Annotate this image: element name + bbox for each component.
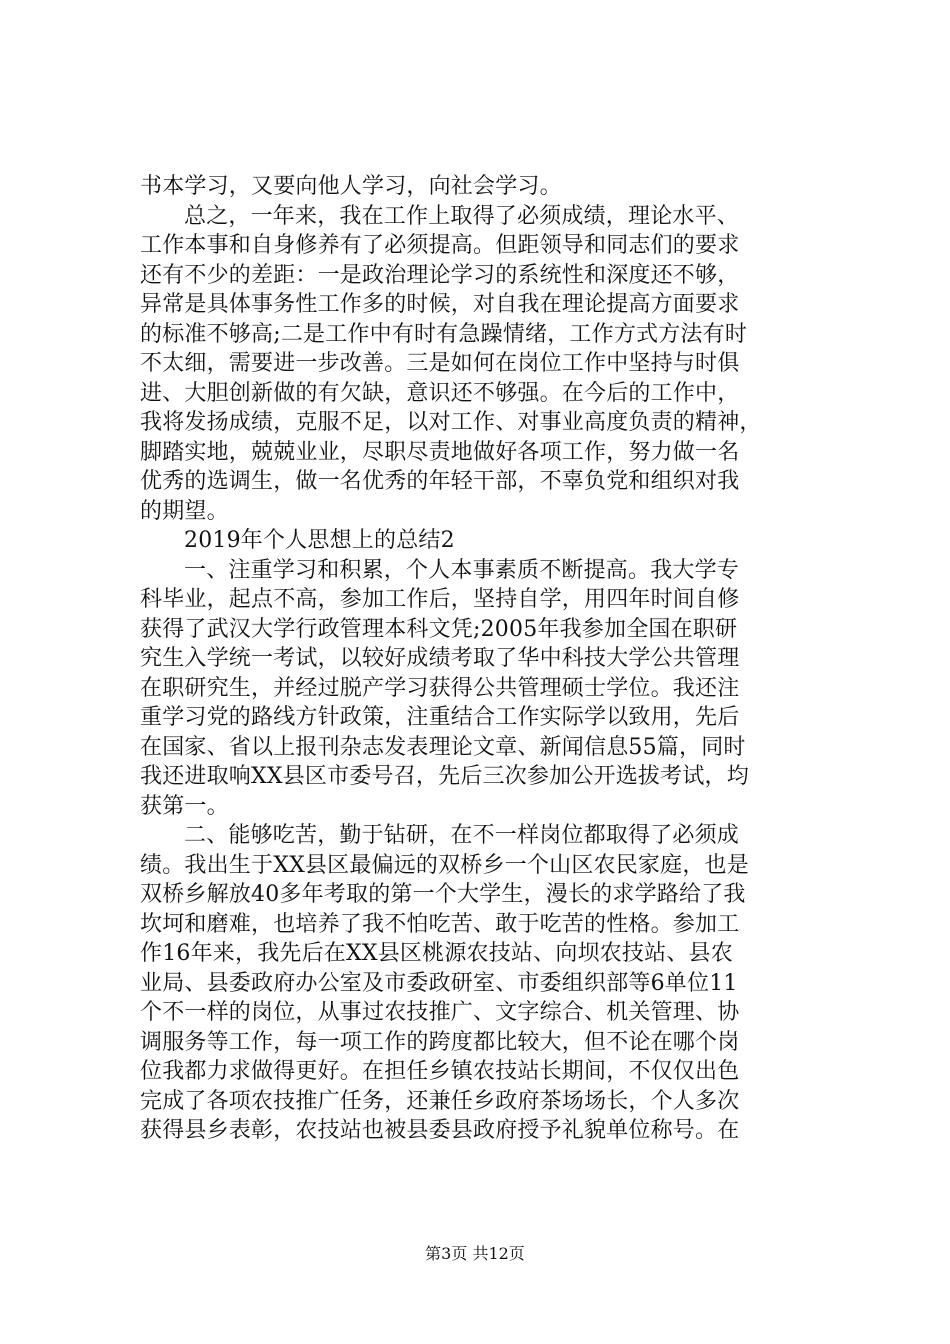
text-line: 的标准不够高;二是工作中有时有急躁情绪，工作方式方法有时 bbox=[140, 321, 748, 347]
text-line: 优秀的选调生，做一名优秀的年轻干部，不辜负党和组织对我 bbox=[140, 469, 740, 494]
text-line: 在职研究生，并经过脱产学习获得公共管理硕士学位。我还注 bbox=[140, 675, 740, 701]
text-line: 还有不少的差距：一是政治理论学习的系统性和深度还不够， bbox=[140, 262, 740, 288]
text-line: 书本学习，又要向他人学习，向社会学习。 bbox=[140, 174, 562, 199]
text-line: 重学习党的路线方针政策，注重结合工作实际学以致用，先后 bbox=[140, 705, 740, 730]
text-line: 2019年个人思想上的总结2 bbox=[184, 528, 455, 553]
text-line: 完成了各项农技推广任务，还兼任乡政府茶场场长，个人多次 bbox=[140, 1088, 740, 1114]
text-line: 不太细，需要进一步改善。三是如何在岗位工作中坚持与时俱 bbox=[140, 351, 740, 376]
text-line: 获得了武汉大学行政管理本科文凭;2005年我参加全国在职研 bbox=[140, 616, 738, 642]
text-line: 双桥乡解放40多年考取的第一个大学生，漫长的求学路给了我 bbox=[140, 882, 746, 907]
text-line: 个不一样的岗位，从事过农技推广、文字综合、机关管理、协 bbox=[140, 1000, 740, 1025]
text-line: 作16年来，我先后在XX县区桃源农技站、向坝农技站、县农 bbox=[140, 941, 733, 966]
text-line: 我将发扬成绩，克服不足，以对工作、对事业高度负责的精神， bbox=[140, 410, 762, 435]
text-line: 脚踏实地，兢兢业业，尽职尽责地做好各项工作，努力做一名 bbox=[140, 439, 740, 465]
text-line: 位我都力求做得更好。在担任乡镇农技站长期间，不仅仅出色 bbox=[140, 1059, 740, 1084]
text-line: 在国家、省以上报刊杂志发表理论文章、新闻信息55篇，同时 bbox=[140, 734, 746, 760]
text-line: 调服务等工作，每一项工作的跨度都比较大，但不论在哪个岗 bbox=[140, 1029, 740, 1055]
text-line: 科毕业，起点不高，参加工作后，坚持自学，用四年时间自修 bbox=[140, 587, 740, 612]
document-body bbox=[140, 172, 840, 1146]
text-line: 我还进取响XX县区市委号召，先后三次参加公开选拔考试，均 bbox=[140, 764, 749, 789]
text-line: 的期望。 bbox=[140, 498, 229, 524]
text-line: 工作本事和自身修养有了必须提高。但距领导和同志们的要求 bbox=[140, 233, 740, 258]
text-line: 坎坷和磨难，也培养了我不怕吃苦、敢于吃苦的性格。参加工 bbox=[140, 911, 740, 937]
text-line: 二、能够吃苦，勤于钻研，在不一样岗位都取得了必须成 bbox=[184, 823, 740, 848]
text-line: 获得县乡表彰，农技站也被县委县政府授予礼貌单位称号。在 bbox=[140, 1118, 740, 1143]
text-line: 一、注重学习和积累，个人本事素质不断提高。我大学专 bbox=[184, 557, 740, 583]
text-line: 究生入学统一考试，以较好成绩考取了华中科技大学公共管理 bbox=[140, 646, 740, 671]
text-line: 绩。我出生于XX县区最偏远的双桥乡一个山区农民家庭，也是 bbox=[140, 852, 749, 878]
text-line: 总之，一年来，我在工作上取得了必须成绩，理论水平、 bbox=[184, 203, 740, 229]
text-line: 进、大胆创新做的有欠缺，意识还不够强。在今后的工作中， bbox=[140, 380, 740, 406]
page-footer: 第3页 共12页 bbox=[425, 1244, 525, 1263]
text-line: 业局、县委政府办公室及市委政研室、市委组织部等6单位11 bbox=[140, 970, 738, 996]
text-line: 获第一。 bbox=[140, 793, 229, 819]
text-line: 异常是具体事务性工作多的时候，对自我在理论提高方面要求 bbox=[140, 292, 740, 317]
